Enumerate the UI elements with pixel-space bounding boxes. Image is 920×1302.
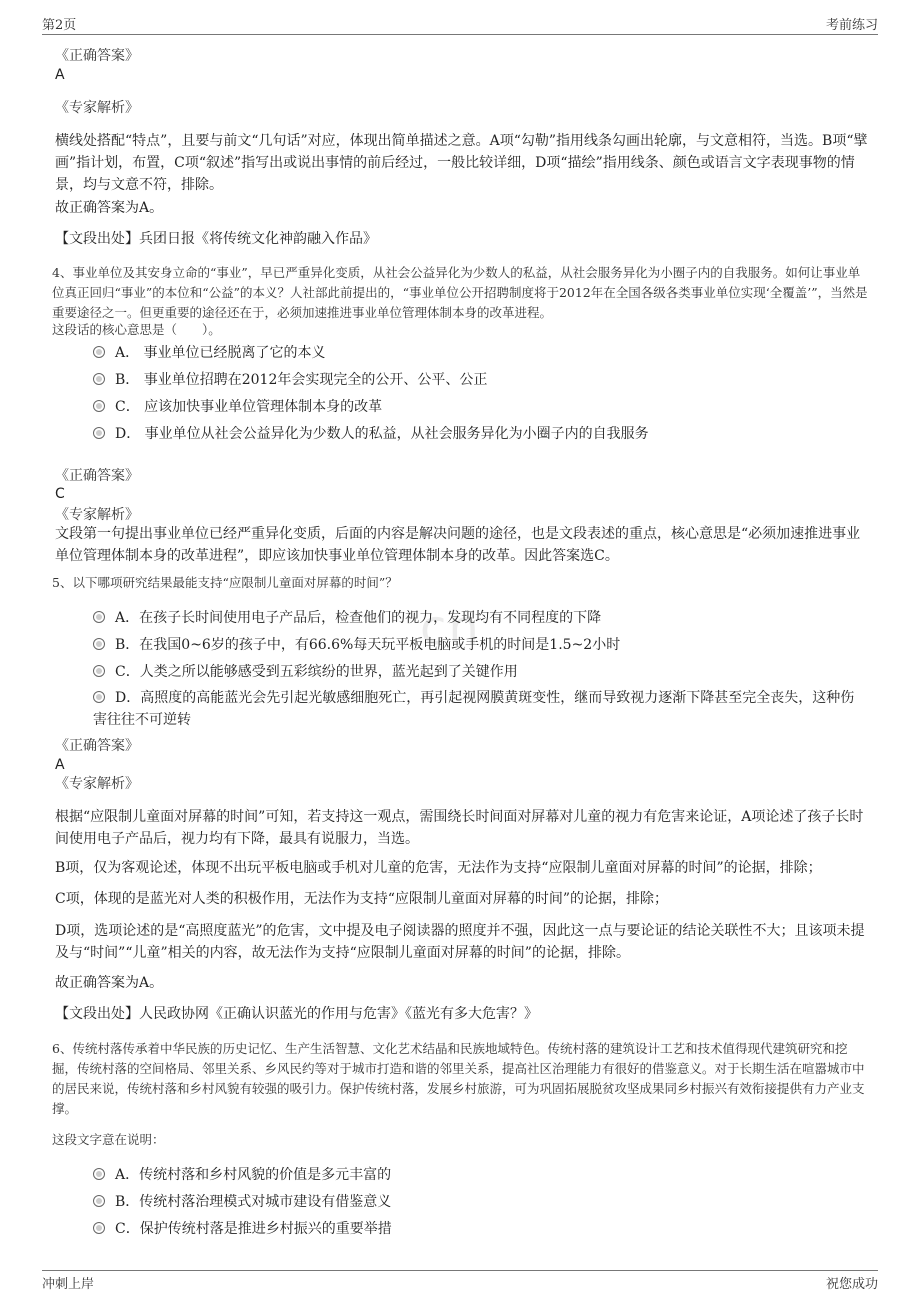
correct-answer-label: 《正确答案》: [55, 468, 139, 484]
radio-icon[interactable]: [93, 400, 105, 412]
radio-icon[interactable]: [93, 1168, 105, 1180]
radio-icon[interactable]: [93, 691, 105, 703]
question-stem: 6、传统村落传承着中华民族的历史记忆、生产生活智慧、文化艺术结晶和民族地域特色。传统村落的建筑设计工艺和技术值得现代建筑研究和挖掘，传统村落的空间格局、邻里关系、乡风民约等对于城市打造和谐的邻里关系，提高社区治理能力有很好的借鉴意义。对于长期生活在喧嚣城市中的居民来说，传统村落和乡村风貌有较强的吸引力。保护传统村落，发展乡村旅游，可为巩固拓展脱贫攻坚成果同乡村振兴有效衔接提供有力产业支撑。: [52, 1041, 865, 1116]
radio-icon[interactable]: [93, 1222, 105, 1234]
radio-icon[interactable]: [93, 638, 105, 650]
analysis-text: 文段第一句提出事业单位已经严重异化变质，后面的内容是解决问题的途径，也是文段表述的重点，核心意思是“必须加速推进事业单位管理体制本身的改革进程”，即应该加快事业单位管理体制本身的改革。因此答案选C。: [55, 526, 861, 564]
option-b[interactable]: B．传统村落治理模式对城市建设有借鉴意义: [93, 1190, 868, 1214]
option-a[interactable]: A． 事业单位已经脱离了它的本义: [93, 341, 868, 365]
option-c[interactable]: C．人类之所以能够感受到五彩缤纷的世界，蓝光起到了关键作用: [93, 660, 868, 684]
question-stem: 4、事业单位及其安身立命的“事业”，早已严重异化变质，从社会公益异化为少数人的私益，从社会服务异化为小圈子内的自我服务。如何让事业单位真正回归“事业”的本位和“公益”的本义？人社部此前提出的，“事业单位公开招聘制度将于2012年在全国各级各类事业单位实现‘全覆盖’”，当然是重要途径之一。但更重要的途径还在于，必须加速推进事业单位管理体制本身的改革进程。: [52, 265, 868, 320]
conclusion: 故正确答案为A。: [55, 200, 164, 216]
analysis-label: 《专家解析》: [55, 776, 139, 792]
correct-answer: A: [55, 67, 65, 83]
analysis-label: 《专家解析》: [55, 507, 139, 523]
radio-icon[interactable]: [93, 346, 105, 358]
radio-icon[interactable]: [93, 665, 105, 677]
option-c[interactable]: C． 应该加快事业单位管理体制本身的改革: [93, 395, 868, 419]
analysis-paragraph: D项，选项论述的是“高照度蓝光”的危害，文中提及电子阅读器的照度并不强，因此这一点与要论证的结论关联性不大；且该项未提及与“时间”“儿童”相关的内容，故无法作为支持“应限制儿童面对屏幕的时间”的论据，排除。: [55, 923, 865, 961]
footer-left: 冲刺上岸: [42, 1277, 95, 1292]
option-a[interactable]: A．在孩子长时间使用电子产品后，检查他们的视力，发现均有不同程度的下降: [93, 606, 868, 630]
radio-icon[interactable]: [93, 427, 105, 439]
source-citation: 【文段出处】人民政协网《正确认识蓝光的作用与危害》《蓝光有多大危害？》: [55, 1006, 538, 1022]
page-number: 第2页: [42, 18, 77, 33]
analysis-paragraph: C项，体现的是蓝光对人类的积极作用，无法作为支持“应限制儿童面对屏幕的时间”的论据，排除；: [55, 891, 669, 907]
option-b[interactable]: B．在我国0~6岁的孩子中，有66.6%每天玩平板电脑或手机的时间是1.5~2小时: [93, 633, 868, 657]
option-b[interactable]: B． 事业单位招聘在2012年会实现完全的公开、公平、公正: [93, 368, 868, 392]
page-footer: [42, 1270, 878, 1293]
question-prompt: 这段话的核心意思是（ ）。: [52, 322, 221, 337]
header-title: 考前练习: [825, 18, 878, 33]
analysis-paragraph: B项，仅为客观论述，体现不出玩平板电脑或手机对儿童的危害，无法作为支持“应限制儿童面对屏幕的时间”的论据，排除；: [55, 860, 822, 876]
radio-icon[interactable]: [93, 373, 105, 385]
correct-answer-label: 《正确答案》: [55, 48, 139, 64]
option-a[interactable]: A．传统村落和乡村风貌的价值是多元丰富的: [93, 1163, 868, 1187]
page-header: [42, 14, 878, 35]
radio-icon[interactable]: [93, 1195, 105, 1207]
conclusion: 故正确答案为A。: [55, 975, 164, 991]
option-d[interactable]: D．高照度的高能蓝光会先引起光敏感细胞死亡，再引起视网膜黄斑变性，继而导致视力逐渐下降甚至完全丧失，这种伤害往往不可逆转: [93, 690, 855, 728]
analysis-label: 《专家解析》: [55, 100, 139, 116]
question-prompt: 这段文字意在说明：: [52, 1132, 165, 1147]
radio-icon[interactable]: [93, 611, 105, 623]
watermark: cn: [420, 600, 481, 656]
analysis-text: 横线处搭配“特点”，且要与前文“几句话”对应，体现出简单描述之意。A项“勾勒”指用线条勾画出轮廓，与文意相符，当选。B项“擘画”指计划，布置，C项“叙述”指写出或说出事情的前后经过，一般比较详细，D项“描绘”指用线条、颜色或语言文字表现事物的情景，均与文意不符，排除。: [55, 133, 868, 193]
correct-answer: A: [55, 757, 65, 773]
source-citation: 【文段出处】兵团日报《将传统文化神韵融入作品》: [55, 231, 377, 247]
question-stem: 5、以下哪项研究结果最能支持“应限制儿童面对屏幕的时间”？: [52, 575, 398, 590]
option-d[interactable]: D． 事业单位从社会公益异化为少数人的私益，从社会服务异化为小圈子内的自我服务: [93, 422, 868, 446]
correct-answer: C: [55, 486, 65, 502]
footer-right: 祝您成功: [825, 1277, 878, 1292]
analysis-paragraph: 根据“应限制儿童面对屏幕的时间”可知，若支持这一观点，需围绕长时间面对屏幕对儿童的视力有危害来论证，A项论述了孩子长时间使用电子产品后，视力均有下降，最具有说服力，当选。: [55, 809, 864, 847]
correct-answer-label: 《正确答案》: [55, 738, 139, 754]
option-c[interactable]: C．保护传统村落是推进乡村振兴的重要举措: [93, 1217, 868, 1241]
